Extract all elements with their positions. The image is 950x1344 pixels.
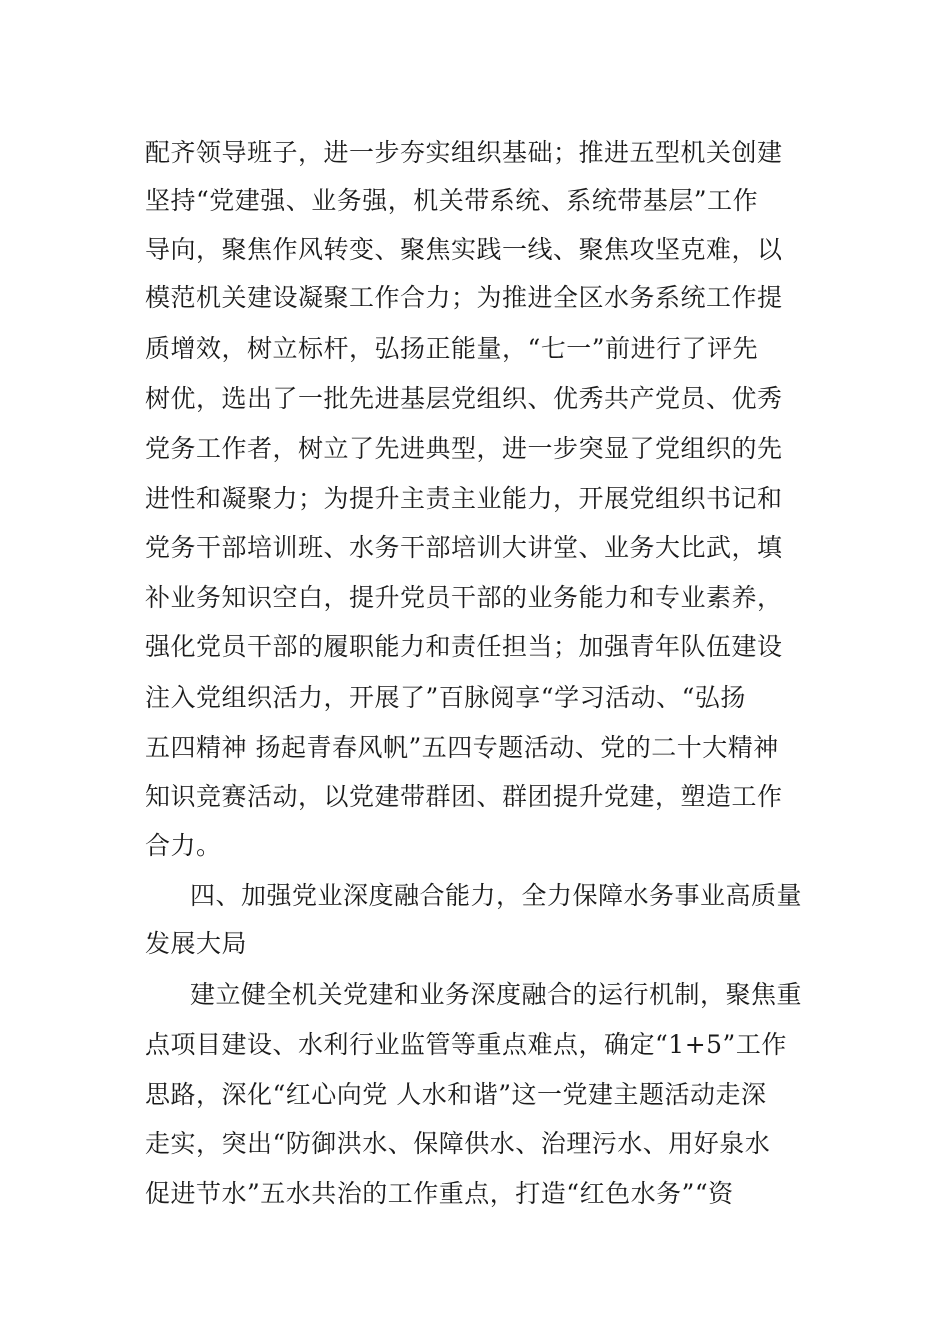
text-line: 强化党员干部的履职能力和责任担当；加强青年队伍建设 <box>145 632 783 661</box>
section-heading-continued: 发展大局 <box>145 929 248 958</box>
text-line: 党务干部培训班、水务干部培训大讲堂、业务大比武，填 <box>145 533 783 562</box>
text-line: 坚持“党建强、业务强，机关带系统、系统带基层”工作 <box>145 186 759 215</box>
text-line: 合力。 <box>145 831 222 860</box>
text-line: 五四精神 扬起青春风帆”五四专题活动、党的二十大精神 <box>145 733 779 762</box>
text-line: 注入党组织活力，开展了”百脉阅享“学习活动、“弘扬 <box>145 683 746 712</box>
text-line: 知识竞赛活动，以党建带群团、群团提升党建，塑造工作 <box>145 782 783 811</box>
text-line: 导向，聚焦作风转变、聚焦实践一线、聚焦攻坚克难，以 <box>145 235 783 264</box>
text-line: 模范机关建设凝聚工作合力；为推进全区水务系统工作提 <box>145 283 783 312</box>
text-line: 思路，深化“红心向党 人水和谐”这一党建主题活动走深 <box>145 1080 767 1109</box>
text-line: 建立健全机关党建和业务深度融合的运行机制，聚焦重 <box>190 980 803 1009</box>
section-heading: 四、加强党业深度融合能力，全力保障水务事业高质量 <box>190 881 803 910</box>
text-line: 党务工作者，树立了先进典型，进一步突显了党组织的先 <box>145 434 783 463</box>
text-line: 补业务知识空白，提升党员干部的业务能力和专业素养， <box>145 583 783 612</box>
text-line: 配齐领导班子，进一步夯实组织基础；推进五型机关创建 <box>145 138 783 167</box>
text-line: 进性和凝聚力；为提升主责主业能力，开展党组织书记和 <box>145 484 783 513</box>
text-line: 促进节水”五水共治的工作重点，打造“红色水务”“资 <box>145 1179 734 1208</box>
text-line: 质增效，树立标杆，弘扬正能量，“七一”前进行了评先 <box>145 334 759 363</box>
text-line: 走实，突出“防御洪水、保障供水、治理污水、用好泉水 <box>145 1129 771 1158</box>
text-line: 树优，选出了一批先进基层党组织、优秀共产党员、优秀 <box>145 384 783 413</box>
text-line: 点项目建设、水利行业监管等重点难点，确定“1+5”工作 <box>145 1030 787 1059</box>
